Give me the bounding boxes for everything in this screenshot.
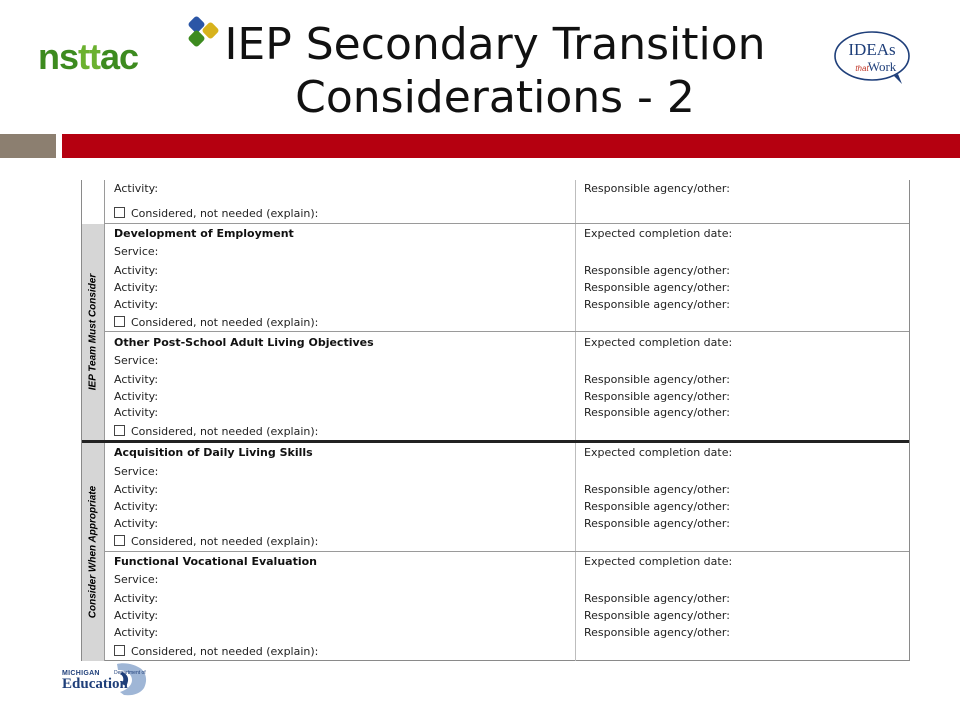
header-accent-bar-left: [0, 134, 56, 158]
activity-label: Activity:: [114, 390, 159, 403]
responsible-label: Responsible agency/other:: [584, 298, 730, 311]
responsible-label: Responsible agency/other:: [584, 609, 730, 622]
column-divider: [575, 180, 576, 223]
slide-title-line2: Considerations - 2: [295, 72, 695, 123]
side-column-must-consider: [82, 224, 105, 440]
block-title: Other Post-School Adult Living Objectives: [114, 336, 374, 349]
activity-label: Activity:: [114, 483, 159, 496]
service-label: Service:: [114, 354, 159, 367]
responsible-label: Responsible agency/other:: [584, 182, 730, 195]
activity-label: Activity:: [114, 609, 159, 622]
divider: [105, 551, 909, 552]
activity-label: Activity:: [114, 500, 159, 513]
ideas-that-work-logo: [832, 28, 914, 86]
responsible-label: Responsible agency/other:: [584, 592, 730, 605]
activity-label: Activity:: [114, 373, 159, 386]
side-column-top: [82, 180, 105, 224]
header-accent-bar-right: [62, 134, 960, 158]
mde-logo-state: MICHIGAN: [62, 670, 100, 677]
block-title: Acquisition of Daily Living Skills: [114, 446, 313, 459]
column-divider: [575, 332, 576, 440]
divider: [105, 331, 909, 332]
activity-label: Activity:: [114, 406, 159, 419]
activity-label: Activity:: [114, 517, 159, 530]
transition-form: [81, 180, 910, 661]
responsible-label: Responsible agency/other:: [584, 483, 730, 496]
side-label-when-appropriate: Consider When Appropriate: [87, 485, 99, 619]
side-column-when-appropriate: [82, 443, 105, 661]
considered-checkbox-row: Considered, not needed (explain):: [114, 316, 318, 329]
slide-title-line1: IEP Secondary Transition: [224, 19, 766, 70]
section-divider: [82, 440, 909, 443]
considered-checkbox[interactable]: [114, 425, 125, 436]
column-divider: [575, 443, 576, 551]
block-title: Functional Vocational Evaluation: [114, 555, 317, 568]
michigan-education-logo: [62, 662, 152, 698]
considered-checkbox[interactable]: [114, 316, 125, 327]
activity-label: Activity:: [114, 626, 159, 639]
considered-checkbox[interactable]: [114, 535, 125, 546]
responsible-label: Responsible agency/other:: [584, 406, 730, 419]
responsible-label: Responsible agency/other:: [584, 500, 730, 513]
nsttac-wordmark: nsttac: [38, 36, 139, 77]
expected-date-label: Expected completion date:: [584, 446, 733, 459]
service-label: Service:: [114, 573, 159, 586]
activity-label: Activity:: [114, 592, 159, 605]
column-divider: [575, 224, 576, 331]
expected-date-label: Expected completion date:: [584, 555, 733, 568]
side-label-must-consider: IEP Team Must Consider: [87, 273, 99, 391]
service-label: Service:: [114, 465, 159, 478]
mde-logo-education: Education: [62, 676, 128, 692]
slide-title: [215, 18, 775, 124]
responsible-label: Responsible agency/other:: [584, 517, 730, 530]
considered-checkbox[interactable]: [114, 645, 125, 656]
ideas-logo-work: Work: [867, 59, 897, 74]
nsttac-logo: [38, 14, 228, 76]
ideas-logo-line1: IDEAs: [848, 40, 896, 59]
activity-label: Activity:: [114, 298, 159, 311]
mde-logo-dept: Department of: [114, 670, 146, 676]
activity-label: Activity:: [114, 264, 159, 277]
block-title: Development of Employment: [114, 227, 294, 240]
expected-date-label: Expected completion date:: [584, 227, 733, 240]
responsible-label: Responsible agency/other:: [584, 626, 730, 639]
considered-checkbox-row: Considered, not needed (explain):: [114, 425, 318, 438]
responsible-label: Responsible agency/other:: [584, 373, 730, 386]
ideas-logo-that: that: [855, 64, 869, 73]
expected-date-label: Expected completion date:: [584, 336, 733, 349]
considered-checkbox[interactable]: [114, 207, 125, 218]
divider: [105, 223, 909, 224]
responsible-label: Responsible agency/other:: [584, 264, 730, 277]
column-divider: [575, 552, 576, 661]
service-label: Service:: [114, 245, 159, 258]
considered-checkbox-row: Considered, not needed (explain):: [114, 535, 318, 548]
activity-label: Activity:: [114, 182, 159, 195]
responsible-label: Responsible agency/other:: [584, 390, 730, 403]
responsible-label: Responsible agency/other:: [584, 281, 730, 294]
considered-checkbox-row: Considered, not needed (explain):: [114, 207, 318, 220]
considered-checkbox-row: Considered, not needed (explain):: [114, 645, 318, 658]
activity-label: Activity:: [114, 281, 159, 294]
